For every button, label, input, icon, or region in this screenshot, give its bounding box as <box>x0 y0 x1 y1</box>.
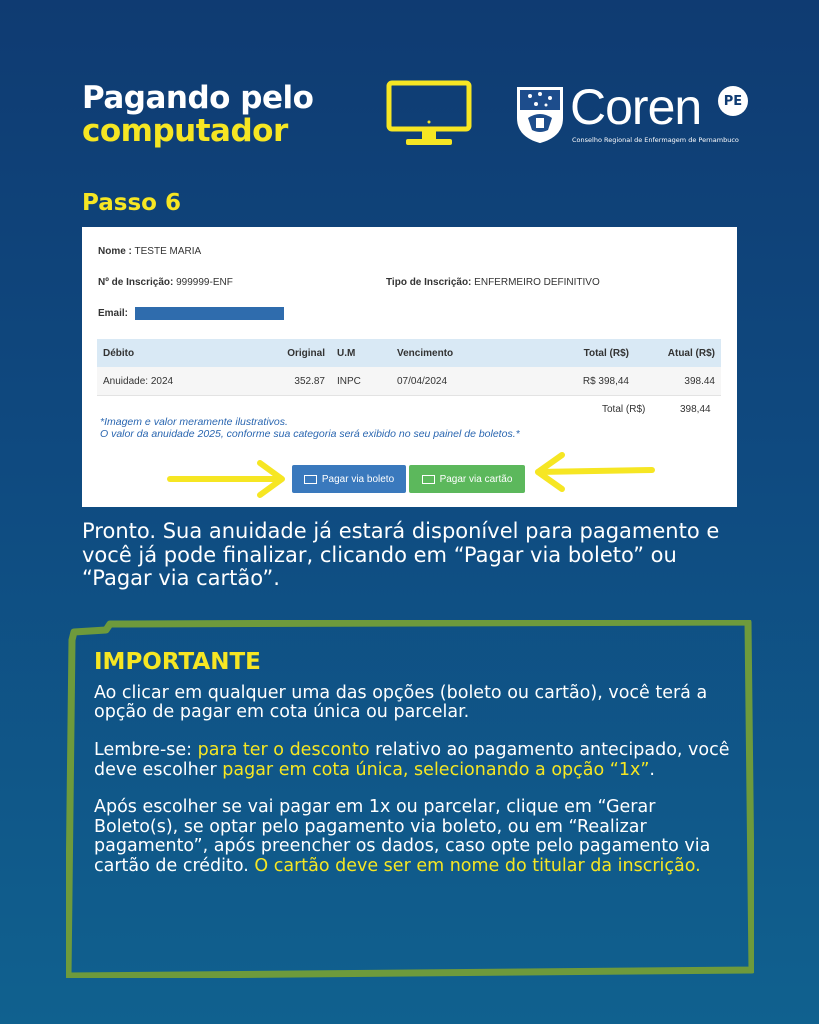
barcode-icon <box>304 475 317 484</box>
total-label: Total (R$) <box>602 404 646 415</box>
p2-text-a: Lembre-se: <box>94 739 198 760</box>
step-label: Passo 6 <box>82 190 181 216</box>
table-header-row <box>97 339 721 367</box>
important-paragraph-1: Ao clicar em qualquer uma das opções (boleto ou cartão), você terá a opção de pagar em cota única ou parcelar. <box>94 682 708 723</box>
debit-table <box>97 339 721 396</box>
note-line-1: *Imagem e valor meramente ilustrativos. <box>100 416 288 428</box>
monitor-icon <box>386 80 472 152</box>
col-um: U.M <box>331 339 391 367</box>
title-line-2: computador <box>82 112 288 149</box>
title-line-1: Pagando pelo <box>82 80 314 116</box>
coren-logo <box>514 79 754 146</box>
nome-label: Nome : <box>98 246 132 257</box>
coren-shield-icon <box>514 84 566 144</box>
instruction-text: Pronto. Sua anuidade já estará disponível para pagamento e você já pode finalizar, clicando em “Pagar via boleto” ou “Pagar via cartão”. <box>82 519 720 591</box>
p2-highlight-discount: para ter o desconto <box>197 739 370 760</box>
tipo-value: ENFERMEIRO DEFINITIVO <box>474 277 600 288</box>
tipo-label: Tipo de Inscrição: <box>386 277 472 288</box>
arrow-right-icon <box>166 459 290 502</box>
payment-screenshot <box>82 227 737 507</box>
pagar-cartao-label: Pagar via cartão <box>439 473 513 485</box>
pagar-boleto-button[interactable] <box>292 465 406 493</box>
cell-original: 352.87 <box>249 367 331 396</box>
pagar-cartao-button[interactable] <box>409 465 525 493</box>
credit-card-icon <box>422 475 435 484</box>
col-original: Original <box>249 339 331 367</box>
pe-badge: PE <box>718 86 748 116</box>
coren-brand: Coren <box>570 79 702 135</box>
coren-subtitle: Conselho Regional de Enfermagem de Pernambuco <box>572 136 739 144</box>
email-row <box>98 308 128 319</box>
inscricao-label: Nº de Inscrição: <box>98 277 174 288</box>
note-line-2: O valor da anuidade 2025, conforme sua categoria será exibido no seu painel de boletos.* <box>100 428 520 441</box>
email-label: Email: <box>98 308 129 319</box>
tipo-row <box>386 277 600 288</box>
cell-debito: Anuidade: 2024 <box>97 367 249 396</box>
page-title <box>82 82 313 147</box>
important-box <box>66 620 754 978</box>
col-vencimento: Vencimento <box>391 339 523 367</box>
col-total: Total (R$) <box>523 339 635 367</box>
p3-text-a: Após escolher se vai pagar em 1x ou parcelar, clique em “Gerar Boleto(s), se optar pelo pagamento via boleto, ou em “Realizar pagamento”, após preencher os dados, caso opte pelo pagamento via cartão de crédito. <box>94 797 711 876</box>
important-paragraph-2 <box>94 741 734 780</box>
cell-vencimento: 07/04/2024 <box>391 367 523 396</box>
table-row <box>97 367 721 396</box>
col-debito: Débito <box>97 339 249 367</box>
arrow-left-icon <box>528 449 658 498</box>
important-paragraph-3 <box>94 798 734 876</box>
cell-atual: 398.44 <box>635 367 721 396</box>
nome-row <box>98 246 201 257</box>
inscricao-value: 999999-ENF <box>176 277 233 288</box>
cell-um: INPC <box>331 367 391 396</box>
p3-highlight-card-holder: O cartão deve ser em nome do titular da inscrição. <box>254 855 701 876</box>
pagar-boleto-label: Pagar via boleto <box>321 473 395 485</box>
total-value: 398,44 <box>680 404 711 415</box>
p2-text-c: relativo ao pagamento antecipado, você deve escolher <box>94 739 730 780</box>
p2-highlight-single-payment: pagar em cota única, selecionando a opção “1x” <box>222 759 650 780</box>
col-atual: Atual (R$) <box>635 339 721 367</box>
inscricao-row <box>98 277 233 288</box>
nome-value: TESTE MARIA <box>134 246 202 257</box>
important-heading: IMPORTANTE <box>94 649 261 675</box>
email-redacted-bar <box>135 307 284 320</box>
cell-total: R$ 398,44 <box>523 367 635 396</box>
important-content <box>94 650 734 895</box>
disclaimer-note <box>100 416 520 440</box>
p2-text-e: . <box>649 759 655 780</box>
